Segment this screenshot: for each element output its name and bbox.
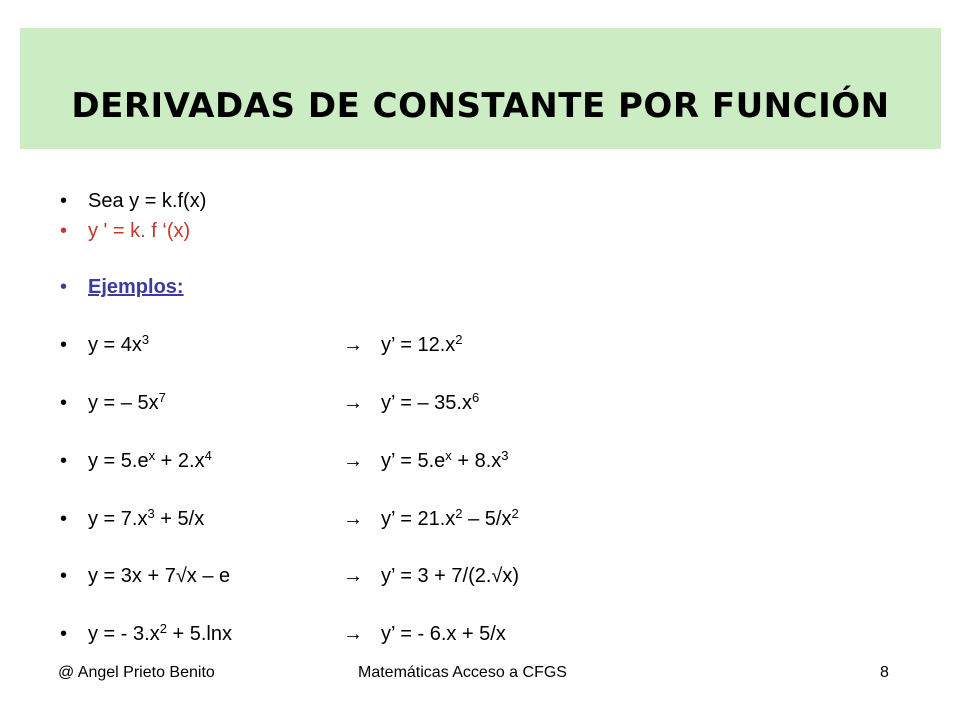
exponent: 2: [511, 505, 519, 521]
derivative-expression: y’ = 3 + 7/(2.√x): [381, 565, 520, 587]
bullet: •: [60, 508, 68, 530]
exponent: 2: [159, 620, 167, 636]
exponent: x: [445, 447, 452, 463]
exponent: 2: [455, 331, 463, 347]
derivative-expression: y’ = $21.x^2 - 5/x^2$: [381, 505, 519, 530]
exponent: 2: [455, 505, 463, 521]
exponent: 6: [471, 389, 480, 405]
bullet: •: [60, 190, 68, 212]
function-expression: y = - $3.x^2 + 5.\ln x$: [88, 620, 232, 645]
exponent: 3: [501, 447, 509, 463]
function-expression: $y = 7.x^3 + 5/x$: [88, 505, 205, 530]
derivative-expression: y’ = – $35.x^6$: [381, 389, 480, 414]
function-expression: $y = 5.e^x + 2.x^4$: [88, 447, 212, 472]
function-expression: y = 3x + 7√x – e: [88, 565, 231, 587]
slide-title: DERIVADAS DE CONSTANTE POR FUNCIÓN: [71, 86, 890, 126]
exponent: 3: [147, 505, 155, 521]
bullet: •: [60, 565, 68, 587]
exponent: x: [148, 447, 156, 463]
derivative-expression: y’ = $12.x^2$: [381, 331, 463, 356]
footer-author: @ Angel Prieto Benito: [58, 664, 215, 681]
function-expression: y = – $5x^7$: [88, 389, 166, 414]
rule-text: y ' = k. f ‘(x): [88, 220, 191, 242]
function-expression: $y = 4x^3$: [88, 331, 150, 356]
arrow-right-icon: →: [343, 334, 363, 356]
bullet: •: [60, 450, 68, 472]
arrow-right-icon: →: [343, 623, 363, 645]
exponent: 3: [141, 331, 150, 347]
derivative-expression: y’ = $5.e^x + 8.x^3$: [381, 447, 509, 472]
footer-page-number: 8: [880, 664, 889, 681]
footer-course: Matemáticas Acceso a CFGS: [358, 664, 567, 681]
title-banner: [20, 28, 941, 149]
bullet: •: [60, 220, 68, 242]
exponent: 7: [158, 389, 166, 405]
arrow-right-icon: →: [343, 508, 363, 530]
arrow-right-icon: →: [343, 565, 363, 587]
examples-heading: Ejemplos:: [88, 276, 184, 298]
derivative-expression: y’ = - 6.x + 5/x: [381, 623, 506, 645]
arrow-right-icon: →: [343, 450, 363, 472]
bullet: •: [60, 334, 68, 356]
definition-text: Sea y = k.f(x): [88, 190, 207, 212]
arrow-right-icon: →: [343, 392, 363, 414]
bullet: •: [60, 623, 68, 645]
bullet: •: [60, 276, 68, 298]
exponent: 4: [204, 447, 212, 463]
bullet: •: [60, 392, 68, 414]
